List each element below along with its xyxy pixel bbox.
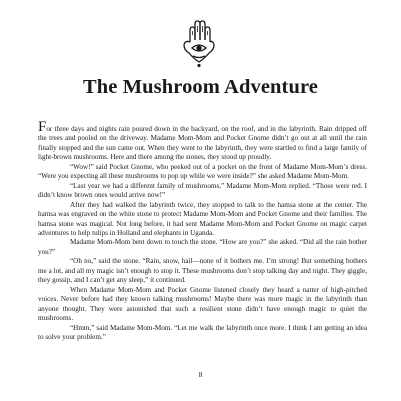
paragraph <box>38 119 367 163</box>
paragraph: Madame Mom-Mom bent down to touch the stone. “How are you?” she asked. “Did all the rain bother you?” <box>38 238 367 256</box>
paragraph: After they had walked the labyrinth twice, they stopped to talk to the hamsa stone at the center. The hamsa was engraved on the white stone to protect Madame Mom-Mom and Pocket Gnome and their families. The hamsa stone was magical. Not long before, it had sent Madame Mom-Mom and Pocket Gnome on magic carpet adventures to help tulips in Holland and elephants in Uganda. <box>38 200 367 237</box>
paragraph: “Hmm,” said Madame Mom-Mom. “Let me walk the labyrinth once more. I think I am getting an idea to solve your problem.” <box>38 323 367 341</box>
paragraph-text: or three days and nights rain poured down in the backyard, on the roof, and in the labyrinth. Rain dripped off the trees and pooled on the driveway. Madame Mom-Mom and Pocket Gnome didn’t go out at all until the rain finally stopped and the sun came out. When they went to the labyrinth, they were startled to find a large family of light-brown mushrooms. Here and there among the stones, they stood up proudly. <box>38 125 367 162</box>
hamsa-hand-icon <box>181 18 217 68</box>
paragraph: “Oh no,” said the stone. “Rain, snow, hail—none of it bothers me. I’m strong! But something bothers me a lot, and all my magic isn’t enough to stop it. These mushrooms don’t stop talking day and night. They giggle, they gossip, and I can’t get any sleep,” it continued. <box>38 257 367 285</box>
paragraph: When Madame Mom-Mom and Pocket Gnome listened closely they heard a natter of high-pitched voices. Never before had they known talking mushrooms! Maybe there was more magic in the labyrinth than anyone thought. They were astonished that such a resilient stone didn’t have enough magic to quiet the mushrooms. <box>38 285 367 323</box>
page-title: The Mushroom Adventure <box>83 76 318 98</box>
paragraph: “Wow!” said Pocket Gnome, who peeked out of a pocket on the front of Madame Mom-Mom’s dress. “Were you expecting all these mushrooms to pop up while we were inside?” she asked Madame Mom-Mom. <box>38 162 367 181</box>
drop-cap: F <box>38 119 47 135</box>
page-number: 8 <box>198 370 203 379</box>
story-text <box>38 119 367 342</box>
paragraph: “Last year we had a different family of mushrooms,” Madame Mom-Mom replied. “Those were red. I didn’t know brown ones would arrive now!” <box>38 181 367 200</box>
